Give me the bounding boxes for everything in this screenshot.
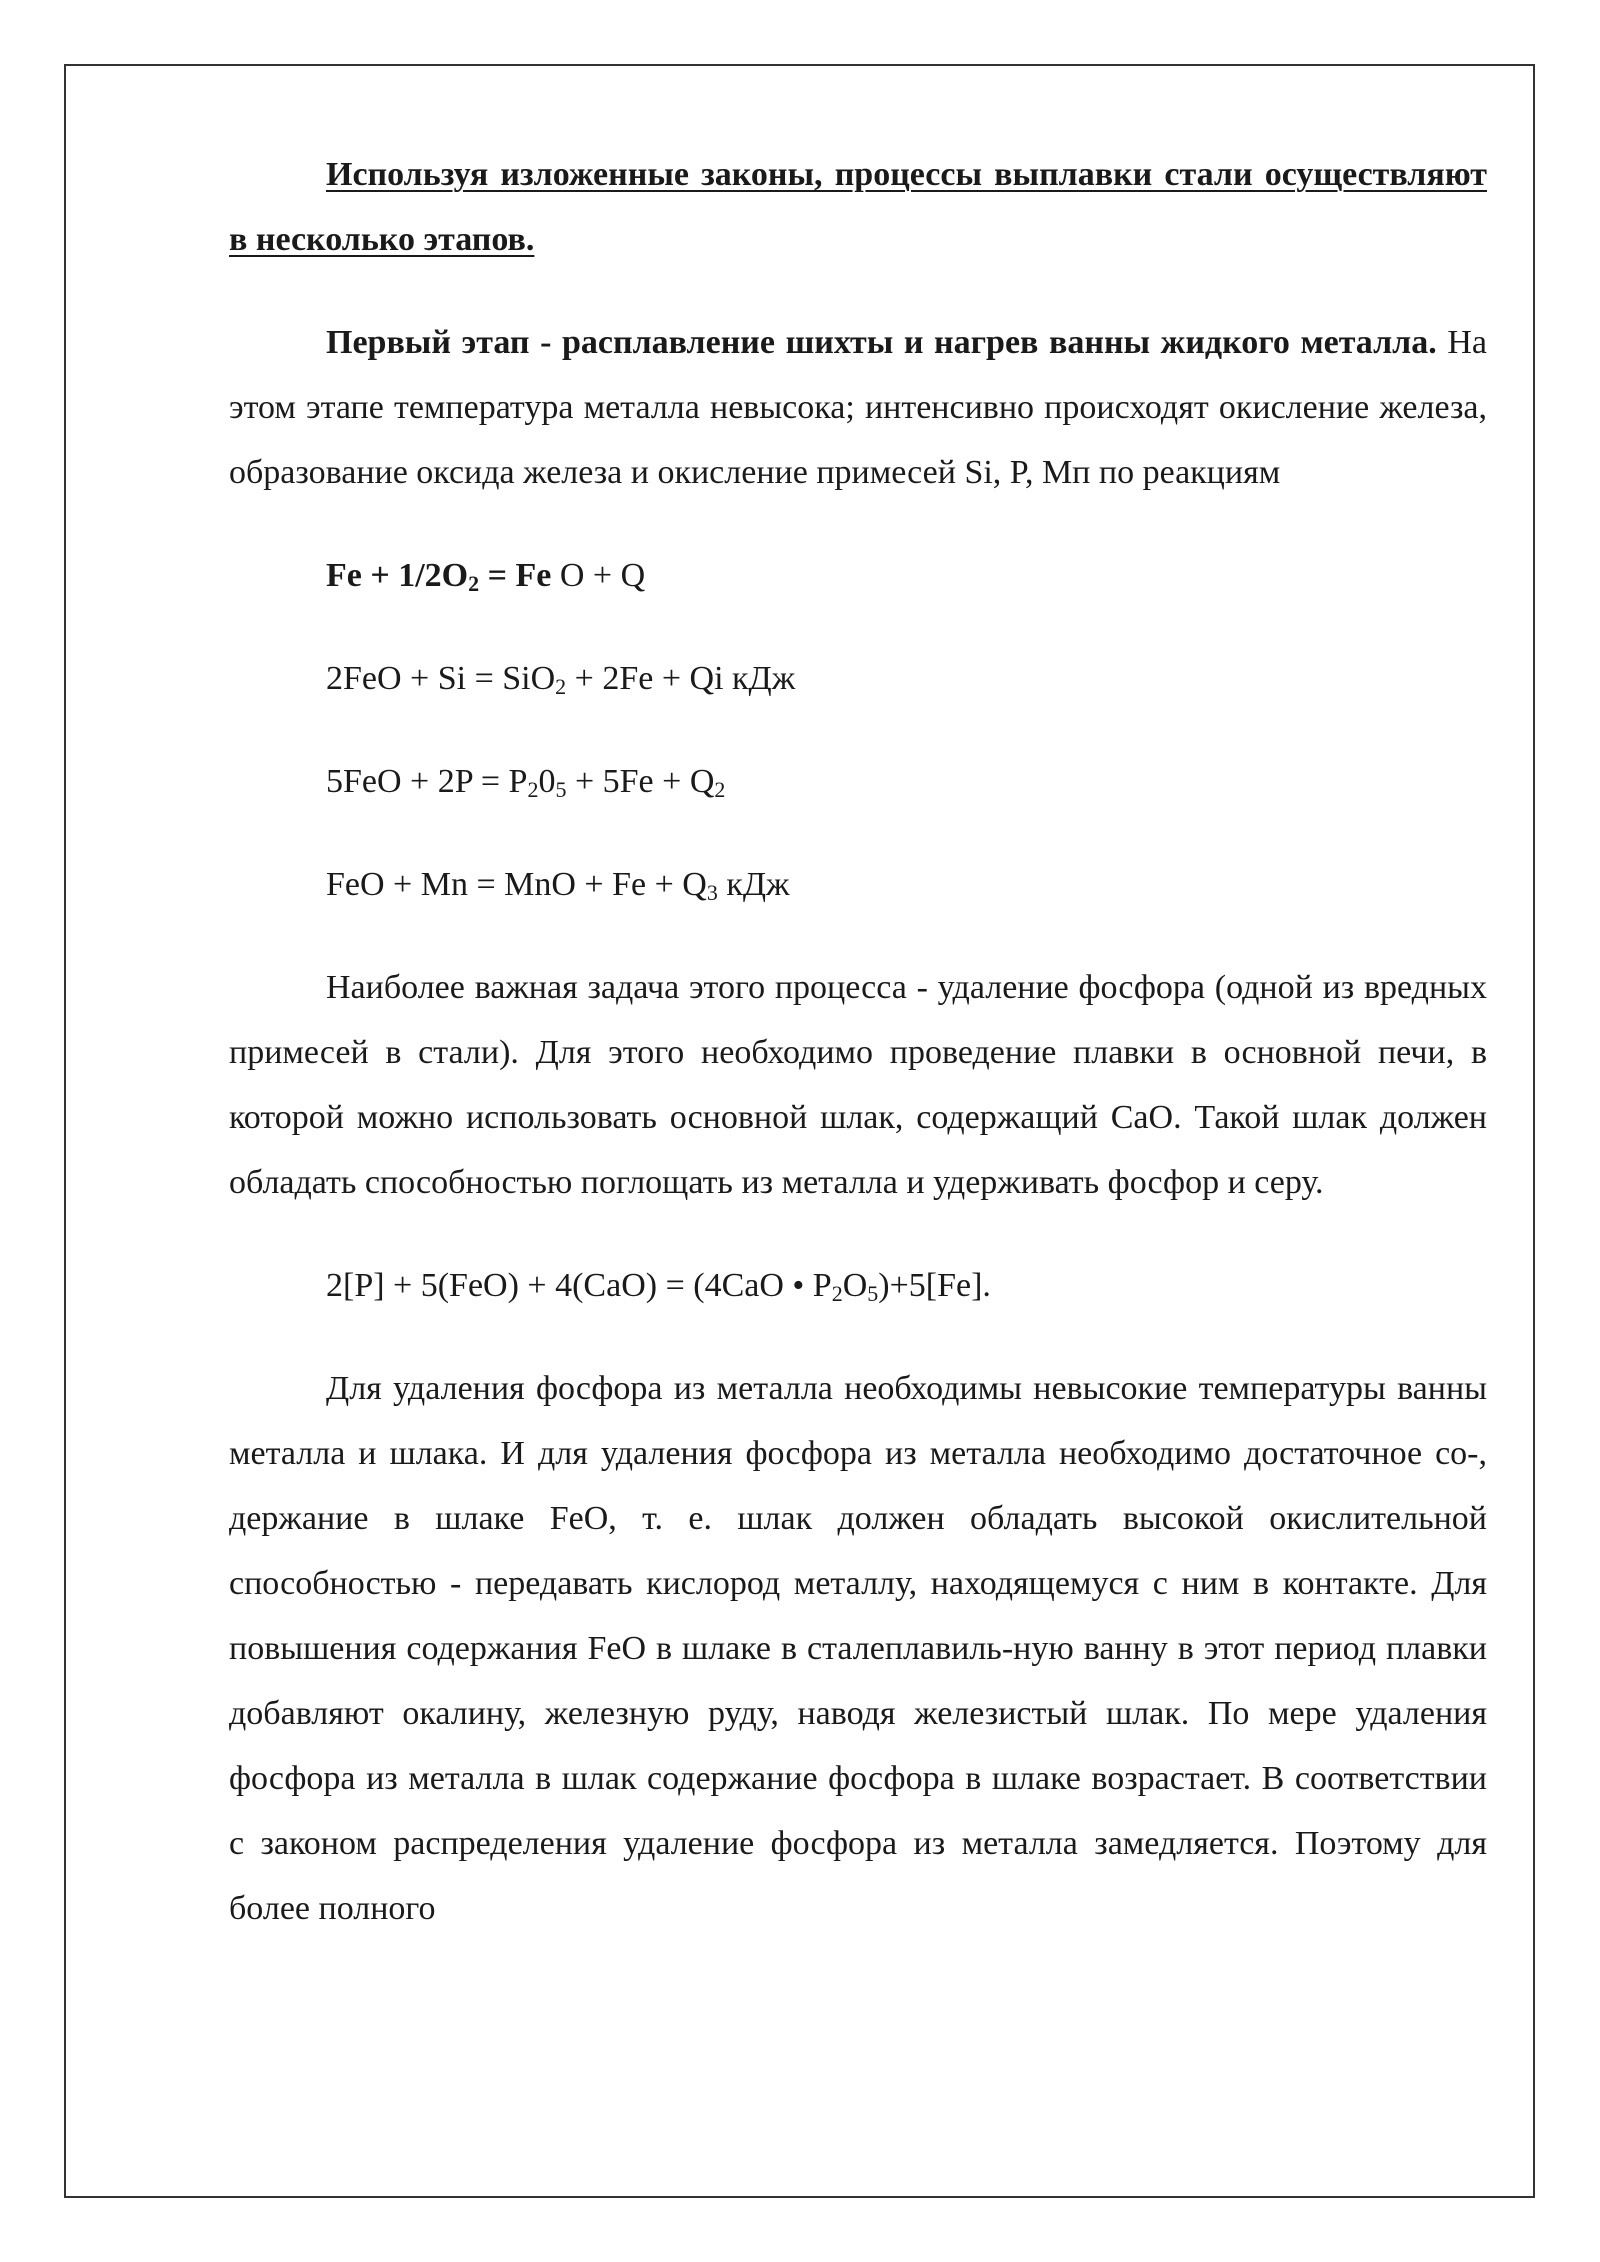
eq3-part1: 5FeO + 2P = P: [326, 763, 528, 800]
eq4-part2: кДж: [717, 866, 790, 903]
equation-manganese: [229, 852, 1487, 917]
eq2-part1: 2FeO + Si = SiO: [326, 660, 556, 697]
eq3-part2: 0: [538, 763, 556, 800]
eq5-part2: O: [842, 1267, 868, 1304]
eq5-part3: )+5[Fe].: [878, 1267, 991, 1304]
paragraph-first-stage: [229, 310, 1487, 505]
eq1-rest: O + Q: [551, 557, 646, 594]
equation-phosphorus: [229, 749, 1487, 814]
eq5-subscript-1: 2: [831, 1281, 843, 1306]
eq4-part1: FeO + Mn = MnO + Fe + Q: [326, 866, 707, 903]
eq3-part3: + 5Fe + Q: [566, 763, 715, 800]
eq1-bold-2: = Fe: [479, 557, 552, 594]
equation-silicon: [229, 646, 1487, 711]
section-heading: Используя изложенные законы, процессы выплавки стали осуществляют в несколько этапов.: [229, 156, 1487, 258]
paragraph-phosphorus-removal-task: Наиболее важная задача этого процесса - удаление фосфора (одной из вредных примесей в стали). Для этого необходимо проведение плавки в основной печи, в которой можно использовать основной шлак, содержащий CaO. Такой шлак должен обладать способностью поглощать из металла и удерживать фосфор и серу.: [229, 969, 1487, 1201]
eq3-subscript-2: 5: [555, 777, 567, 802]
first-stage-lead: Первый этап - расплавление шихты и нагрев ванны жидкого металла.: [326, 324, 1437, 361]
eq5-part1: 2[P] + 5(FeO) + 4(CaO) = (4CaO • P: [326, 1267, 832, 1304]
equation-dephosphorization: [229, 1253, 1487, 1318]
eq1-subscript: 2: [468, 571, 480, 596]
eq5-subscript-2: 5: [867, 1281, 879, 1306]
eq2-subscript: 2: [555, 674, 567, 699]
eq2-part2: + 2Fe + Qi кДж: [566, 660, 796, 697]
document-body: [229, 142, 1487, 1941]
eq3-subscript-1: 2: [527, 777, 539, 802]
equation-iron-oxidation: [229, 543, 1487, 608]
eq1-bold: Fe + 1/2O: [326, 557, 469, 594]
paragraph-phosphorus-removal-conditions: Для удаления фосфора из металла необходимы невысокие температуры ванны металла и шлака. И для удаления фосфора из металла необходимо достаточное со-, держание в шлаке FeO, т. е. шлак должен обладать высокой окислительной способностью - передавать кислород металлу, находящемуся с ним в контакте. Для повышения содержания FeO в шлаке в сталеплавиль-ную ванну в этот период плавки добавляют окалину, железную руду, наводя железистый шлак. По мере удаления фосфора из металла в шлак содержание фосфора в шлаке возрастает. В соответствии с законом распределения удаление фосфора из металла замедляется. Поэтому для более полного: [229, 1370, 1487, 1927]
eq3-subscript-3: 2: [714, 777, 726, 802]
first-stage-text: На этом этапе температура металла невысока; интенсивно происходят окисление железа, образование оксида железа и окисление примесей Si, P, Мп по реакциям: [229, 324, 1487, 491]
eq4-subscript: 3: [706, 880, 718, 905]
